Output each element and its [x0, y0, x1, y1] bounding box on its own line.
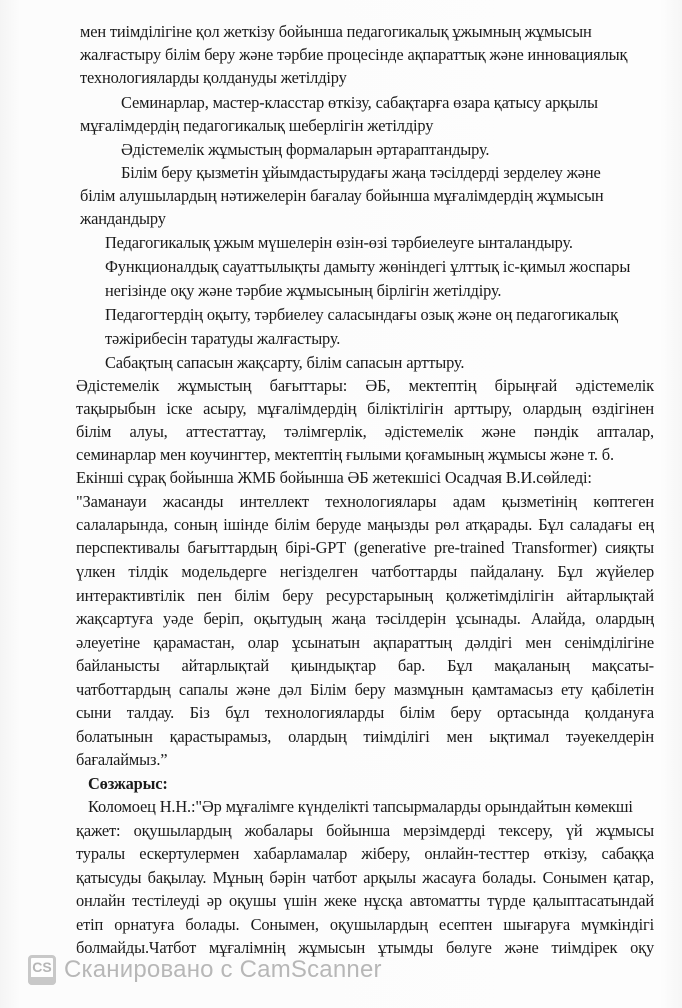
text-line: болатынын қарастырамыз, олардың тиімділігі мен ықтимал тәуекелдерін	[76, 727, 654, 746]
text-line: салаларында, соның ішінде білім беруде маңызды рөл атқарады. Бұл саладағы ең	[76, 515, 654, 534]
text-line: туралы ескертулермен хабарламалар жіберу, онлайн-тесттер өткізу, сабаққа	[76, 844, 654, 863]
section-heading: Сөзжарыс:	[88, 774, 168, 793]
text-line: білім алушылардың нәтижелерін бағалау бойынша мұғалімдердің жұмысын	[80, 186, 604, 205]
text-line: сыни талдау. Біз бұл технологияларды білім беру ортасында қолдануға	[76, 703, 654, 722]
text-line: Әдістемелік жұмыстың бағыттары: ӘБ, мектептің бірыңғай әдістемелік	[76, 376, 654, 395]
text-line: Білім беру қызметін ұйымдастырудағы жаңа тәсілдерді зерделеу және	[121, 163, 601, 182]
text-line: бағалаймыз.”	[76, 750, 168, 769]
text-line: Екінші сұрақ бойынша ЖМБ бойынша ӘБ жетекшісі Осадчая В.И.сөйледі:	[76, 468, 592, 487]
text-line: онлайн тестілеуді әр оқушы үшін жеке нұсқа автоматты түрде қалыптасатындай	[76, 891, 654, 910]
text-line: Педагогикалық ұжым мүшелерін өзін-өзі тәрбиелеуге ынталандыру.	[105, 233, 573, 252]
logo-text: CS	[32, 959, 52, 975]
text-line: жалғастыру білім беру және тәрбие процесінде ақпараттық және инновациялық	[80, 45, 628, 64]
text-line: интерактивтілік пен білім беру ресурстарының қолжетімділігін айтарлықтай	[76, 586, 654, 605]
scanner-watermark: Сканировано с CamScanner	[64, 956, 382, 983]
text-line: Коломоец Н.Н.:"Әр мұғалімге күнделікті тапсырмаларды орындайтын көмекші	[88, 797, 633, 816]
text-line: байланысты айтарлықтай қиындықтар бар. Бұл мақаланың мақсаты-	[76, 656, 654, 675]
text-line: тәжірибесін таратуды жалғастыру.	[105, 329, 341, 348]
text-line: "Заманауи жасанды интеллект технологиялары адам қызметінің көптеген	[76, 492, 654, 511]
camscanner-logo-icon	[28, 955, 56, 985]
text-line: қатысуды бақылау. Мұның бәрін чатбот арқылы жасауға болады. Сонымен қатар,	[76, 868, 654, 887]
cs-footer	[28, 955, 382, 985]
text-line: етіп орнатуға болады. Сонымен, оқушылардың есептен шығаруға мүмкіндігі	[76, 915, 654, 934]
text-line: жақсартуға уәде беріп, оқытудың жаңа тәсілдерін ұсынады. Алайда, олардың	[76, 609, 654, 628]
text-line: жандандыру	[80, 209, 166, 228]
text-line: тақырыбын іске асыру, мұғалімдердің біліктілігін арттыру, олардың өздігінен	[76, 399, 654, 418]
text-line: мұғалімдердің педагогикалық шеберлігін жетілдіру	[80, 116, 434, 135]
text-line: Семинарлар, мастер-класстар өткізу, сабақтарға өзара қатысу арқылы	[121, 93, 598, 112]
text-line: семинарлар мен коучингтер, мектептің ғылыми қоғамының жұмысы және т. б.	[76, 445, 614, 464]
text-line: үлкен тілдік модельдерге негізделген чатботтарды пайдалану. Бұл жүйелер	[76, 562, 654, 581]
text-line: қажет: оқушылардың жобалары бойынша мерзімдерді тексеру, үй жұмысы	[76, 821, 654, 840]
text-line: Әдістемелік жұмыстың формаларын әртараптандыру.	[121, 140, 490, 159]
text-line: чатботтардың сапалы және дәл Білім беру мазмұнын қамтамасыз ету қабілетін	[76, 680, 654, 699]
text-line: технологияларды қолдануды жетілдіру	[80, 68, 347, 87]
text-line: болмайды.Чатбот мұғалімнің жұмысын ұтымды бөлуге және тиімдірек оқу	[76, 938, 654, 957]
text-line: білім алуы, аттестаттау, тәлімгерлік, әдістемелік және пәндік апталар,	[76, 422, 654, 441]
text-line: Педагогтердің оқыту, тәрбиелеу саласындағы озық және оң педагогикалық	[105, 305, 618, 324]
text-line: Сабақтың сапасын жақсарту, білім сапасын арттыру.	[105, 353, 465, 372]
text-line: әлеуетіне қарамастан, олар ұсынатын ақпараттың дәлдігі мен сенімділігіне	[76, 633, 654, 652]
text-line: мен тиімділігіне қол жеткізу бойынша педагогикалық ұжымның жұмысын	[80, 22, 592, 41]
text-line: негізінде оқу және тәрбие жұмысының бірлігін жетілдіру.	[105, 281, 502, 300]
text-line: перспективалы бағыттардың бірі-GPT (generative pre-trained Transformer) сияқты	[76, 538, 654, 557]
text-line: Функционалдық сауаттылықты дамыту жөніндегі ұлттық іс-қимыл жоспары	[105, 257, 631, 276]
